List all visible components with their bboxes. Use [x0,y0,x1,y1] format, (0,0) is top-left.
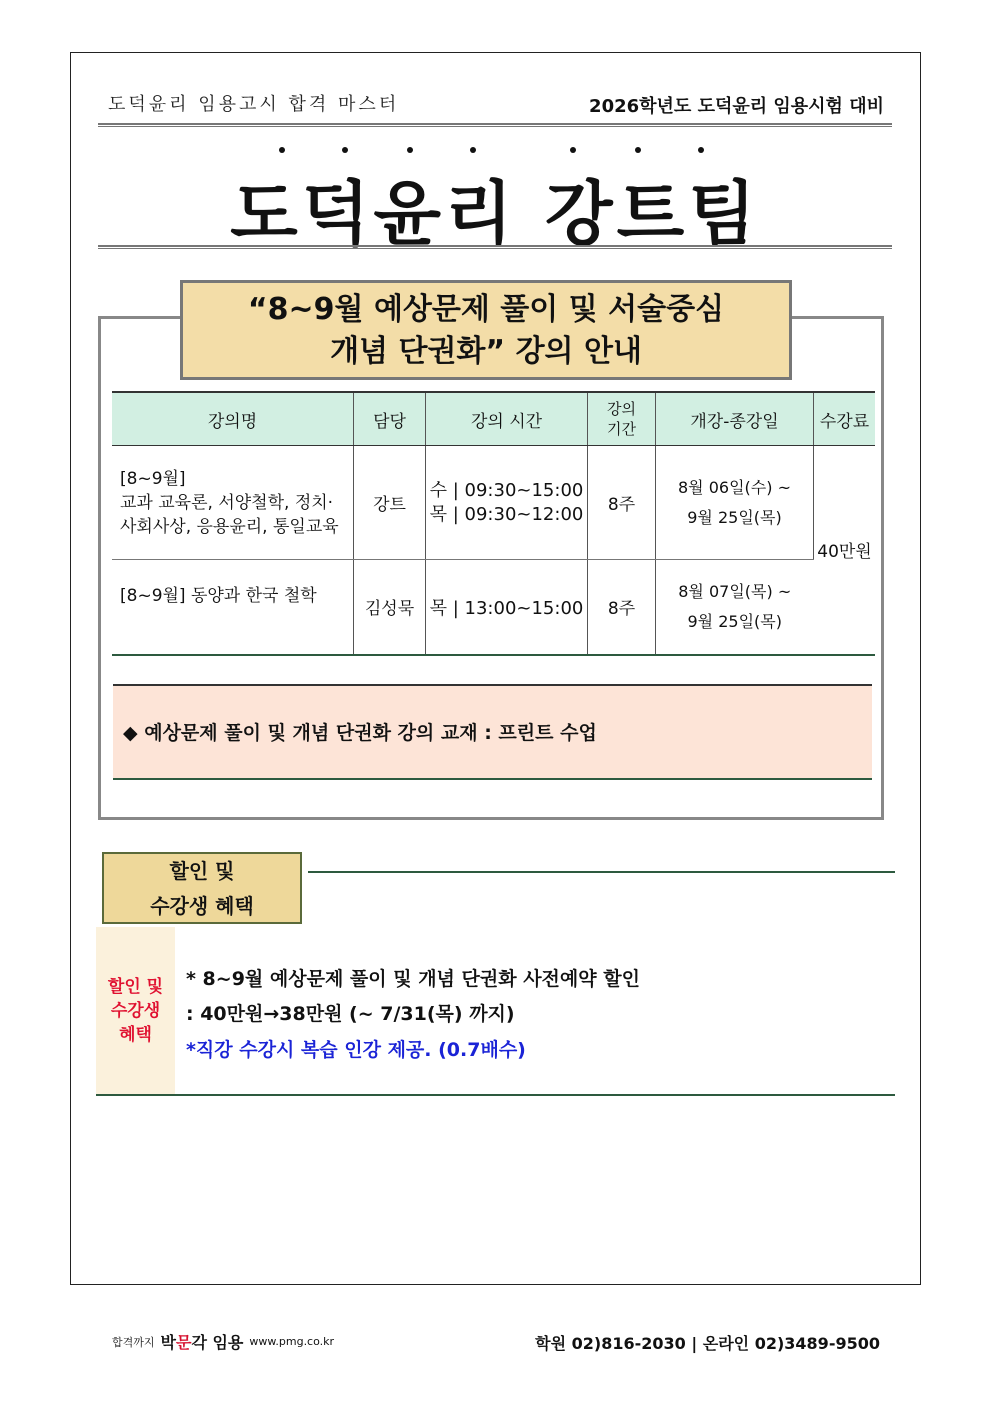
discount-heading-line: 수강생 혜택 [150,894,254,918]
col-instructor: 담당 [354,392,426,446]
brand-logo [161,1330,244,1353]
banner-line-2: 개념 단권화” 강의 안내 [330,334,642,369]
col-period: 강의 기간 [588,392,656,446]
brand-part: 박 [160,1333,176,1352]
start-date: 8월 06일(수) ~ [678,477,791,497]
course-line: [8~9월] [120,468,186,489]
course-line: 사회사상, 응용윤리, 통일교육 [120,516,339,537]
section-bottom-rule [96,1094,895,1096]
review-lecture-benefit: *직강 수강시 복습 인강 제공. (0.7배수) [186,1039,526,1061]
side-label-line: 수강생 [110,1001,161,1021]
lecture-time [426,446,588,560]
start-date: 8월 07일(목) ~ [678,581,792,601]
period: 8주 [588,446,656,560]
side-label-line: 할인 및 [107,977,164,997]
instructor: 강트 [354,446,426,560]
col-dates: 개강-종강일 [656,392,814,446]
period: 8주 [588,560,656,655]
discount-price: : 40만원→38만원 (~ 7/31(목) 까지) [186,1003,515,1025]
emphasis-dot [279,147,285,153]
table-header-row [112,392,875,446]
emphasis-dot [635,147,641,153]
course-name [112,560,354,655]
course-name [112,446,354,560]
discount-side-label [96,927,175,1094]
instructor: 김성묵 [354,560,426,655]
emphasis-dot [470,147,476,153]
brand-part: 문 [175,1333,192,1352]
footer-url: www.pmg.co.kr [249,1335,335,1348]
col-course: 강의명 [112,392,354,446]
col-time: 강의 시간 [426,392,588,446]
end-date: 9월 25일(목) [687,611,782,631]
date-range [656,560,814,655]
side-label-line: 혜택 [119,1025,152,1045]
col-fee: 수강료 [814,392,876,446]
lecture-time [426,560,588,655]
time-line: 목 | 13:00~15:00 [429,597,584,619]
discount-heading [102,852,302,924]
table-row [112,446,875,560]
emphasis-dot [570,147,576,153]
date-range [656,446,814,560]
emphasis-dot [407,147,413,153]
footer-contact: 학원 02)816-2030 | 온라인 02)3489-9500 [535,1334,880,1353]
page-title: 도덕윤리 강트팀 [230,173,760,255]
emphasis-dot [342,147,348,153]
course-banner [180,280,792,380]
time-line: 수 | 09:30~15:00 [429,479,584,501]
header-tagline: 도덕윤리 임용고시 합격 마스터 [108,94,400,115]
textbook-notice: ◆ 예상문제 풀이 및 개념 단권화 강의 교재 : 프린트 수업 [113,684,872,780]
course-line: 교과 교육론, 서양철학, 정치· [120,492,334,513]
emphasis-dot [698,147,704,153]
discount-heading-line: 할인 및 [169,859,235,883]
brand-part: 각 임용 [191,1333,244,1352]
course-line: [8~9월] 동양과 한국 철학 [120,586,317,606]
time-line: 목 | 09:30~12:00 [429,503,584,525]
header-rule [98,123,892,127]
footer-slogan: 합격까지 [112,1335,155,1349]
table-row [112,560,875,655]
end-date: 9월 25일(목) [687,507,782,527]
schedule-table [112,391,875,656]
title-rule [98,245,892,249]
section-divider [308,871,895,873]
footer-logo [112,1330,334,1353]
fee: 40만원 [814,446,876,655]
header-exam-year: 2026학년도 도덕윤리 임용시험 대비 [589,96,884,117]
banner-line-1: “8~9월 예상문제 풀이 및 서술중심 [247,292,725,327]
early-booking-discount: * 8~9월 예상문제 풀이 및 개념 단권화 사전예약 할인 [186,968,640,990]
